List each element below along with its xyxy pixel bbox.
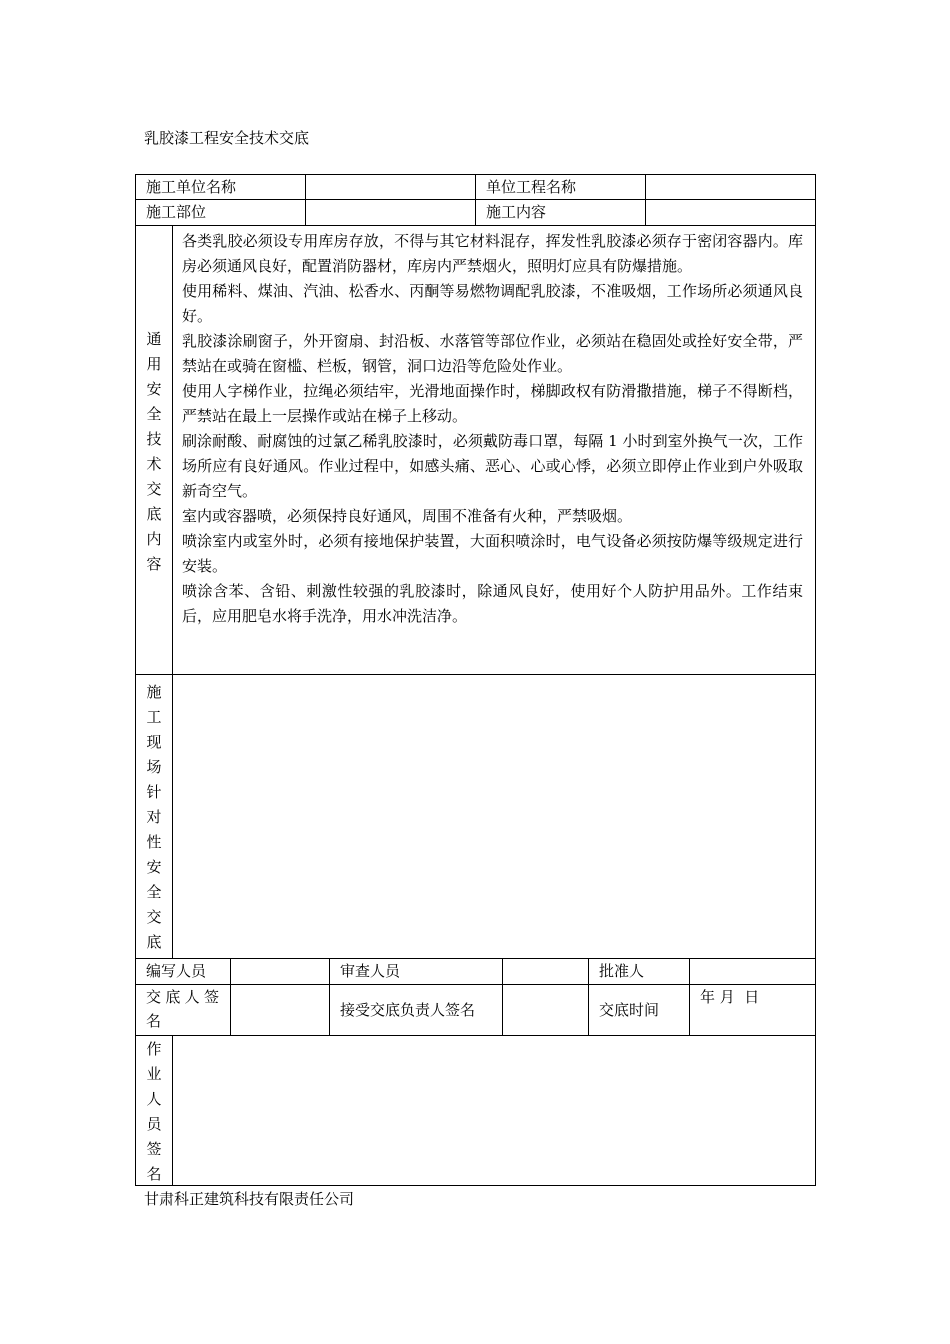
safety-paragraph: 使用稀料、煤油、汽油、松香水、丙酮等易燃物调配乳胶漆，不准吸烟，工作场所必须通风良好。 [182, 282, 803, 325]
label-char: 员 [146, 1115, 162, 1133]
site-section-content[interactable] [172, 674, 816, 959]
project-name-field[interactable] [645, 174, 816, 200]
label-char: 交 [146, 908, 162, 926]
safety-paragraph: 乳胶漆涂刷窗子，外开窗扇、封沿板、水落管等部位作业，必须站在稳固处或拴好安全带，严禁站在或骑在窗槛、栏板，钢管，洞口边沿等危险处作业。 [182, 332, 803, 375]
label-char: 容 [146, 555, 162, 573]
label-char: 作 [146, 1040, 162, 1058]
safety-paragraph: 各类乳胶必须设专用库房存放，不得与其它材料混存，挥发性乳胶漆必须存于密闭容器内。库房必须通风良好，配置消防器材，库房内严禁烟火，照明灯应具有防爆措施。 [182, 232, 803, 275]
unit-name-field[interactable] [305, 174, 476, 200]
safety-paragraph: 喷涂室内或室外时，必须有接地保护装置，大面积喷涂时，电气设备必须按防爆等级规定进行安装。 [182, 532, 803, 575]
disclosure-time-field[interactable]: 年 月 日 [689, 984, 816, 1036]
safety-paragraph: 刷涂耐酸、耐腐蚀的过氯乙稀乳胶漆时，必须戴防毒口罩，每隔 1 小时到室外换气一次，工作场所应有良好通风。作业过程中，如感头痛、恶心、心或心悸，必须立即停止作业到户外吸取新奇空气。 [182, 432, 803, 500]
discloser-sign-field[interactable] [230, 984, 330, 1036]
label-char: 术 [146, 455, 162, 473]
label-char: 全 [146, 405, 162, 423]
label-char: 性 [146, 833, 162, 851]
document-title: 乳胶漆工程安全技术交底 [144, 129, 310, 147]
project-name-label: 单位工程名称 [475, 174, 646, 200]
label-char: 通 [146, 330, 162, 348]
label-char: 人 [146, 1090, 162, 1108]
construction-content-field[interactable] [645, 199, 816, 226]
label-char: 场 [146, 758, 162, 776]
label-char: 现 [146, 733, 162, 751]
approver-field[interactable] [689, 958, 816, 985]
label-char: 用 [146, 355, 162, 373]
reviewer-label: 审查人员 [329, 958, 503, 985]
safety-paragraph: 喷涂含苯、含铅、刺激性较强的乳胶漆时，除通风良好，使用好个人防护用品外。工作结束后，应用肥皂水将手洗净，用水冲洗洁净。 [182, 582, 803, 625]
writer-field[interactable] [230, 958, 330, 985]
label-char: 底 [146, 933, 162, 951]
receiver-sign-field[interactable] [502, 984, 589, 1036]
unit-name-label: 施工单位名称 [135, 174, 306, 200]
site-section-label [135, 674, 173, 959]
label-char: 名 [146, 1165, 162, 1183]
approver-label: 批准人 [588, 958, 690, 985]
discloser-sign-label [135, 984, 231, 1036]
label-char: 交 [146, 480, 162, 498]
label-char: 底 [146, 505, 162, 523]
construction-part-field[interactable] [305, 199, 476, 226]
receiver-sign-label: 接受交底负责人签名 [329, 984, 503, 1036]
safety-paragraph: 室内或容器喷，必须保持良好通风，周围不准备有火种，严禁吸烟。 [182, 507, 633, 525]
company-name: 甘肃科正建筑科技有限责任公司 [144, 1190, 355, 1208]
label-char: 针 [146, 783, 162, 801]
discloser-sign-label-text: 交底人签名 [146, 988, 222, 1030]
general-section-label [135, 225, 173, 675]
writer-label: 编写人员 [135, 958, 231, 985]
label-char: 技 [146, 430, 162, 448]
label-char: 签 [146, 1140, 162, 1158]
reviewer-field[interactable] [502, 958, 589, 985]
workers-signature-area[interactable] [172, 1035, 816, 1186]
label-char: 全 [146, 883, 162, 901]
construction-part-label: 施工部位 [135, 199, 306, 226]
label-char: 工 [146, 708, 162, 726]
general-section-content [172, 225, 816, 675]
disclosure-time-label: 交底时间 [588, 984, 690, 1036]
workers-section-label [135, 1035, 173, 1186]
label-char: 业 [146, 1065, 162, 1083]
label-char: 对 [146, 808, 162, 826]
label-char: 内 [146, 530, 162, 548]
safety-paragraph: 使用人字梯作业，拉绳必须结牢，光滑地面操作时，梯脚政权有防滑撒措施，梯子不得断档，严禁站在最上一层操作或站在梯子上移动。 [182, 382, 803, 425]
label-char: 施 [146, 683, 162, 701]
label-char: 安 [146, 380, 162, 398]
label-char: 安 [146, 858, 162, 876]
construction-content-label: 施工内容 [475, 199, 646, 226]
